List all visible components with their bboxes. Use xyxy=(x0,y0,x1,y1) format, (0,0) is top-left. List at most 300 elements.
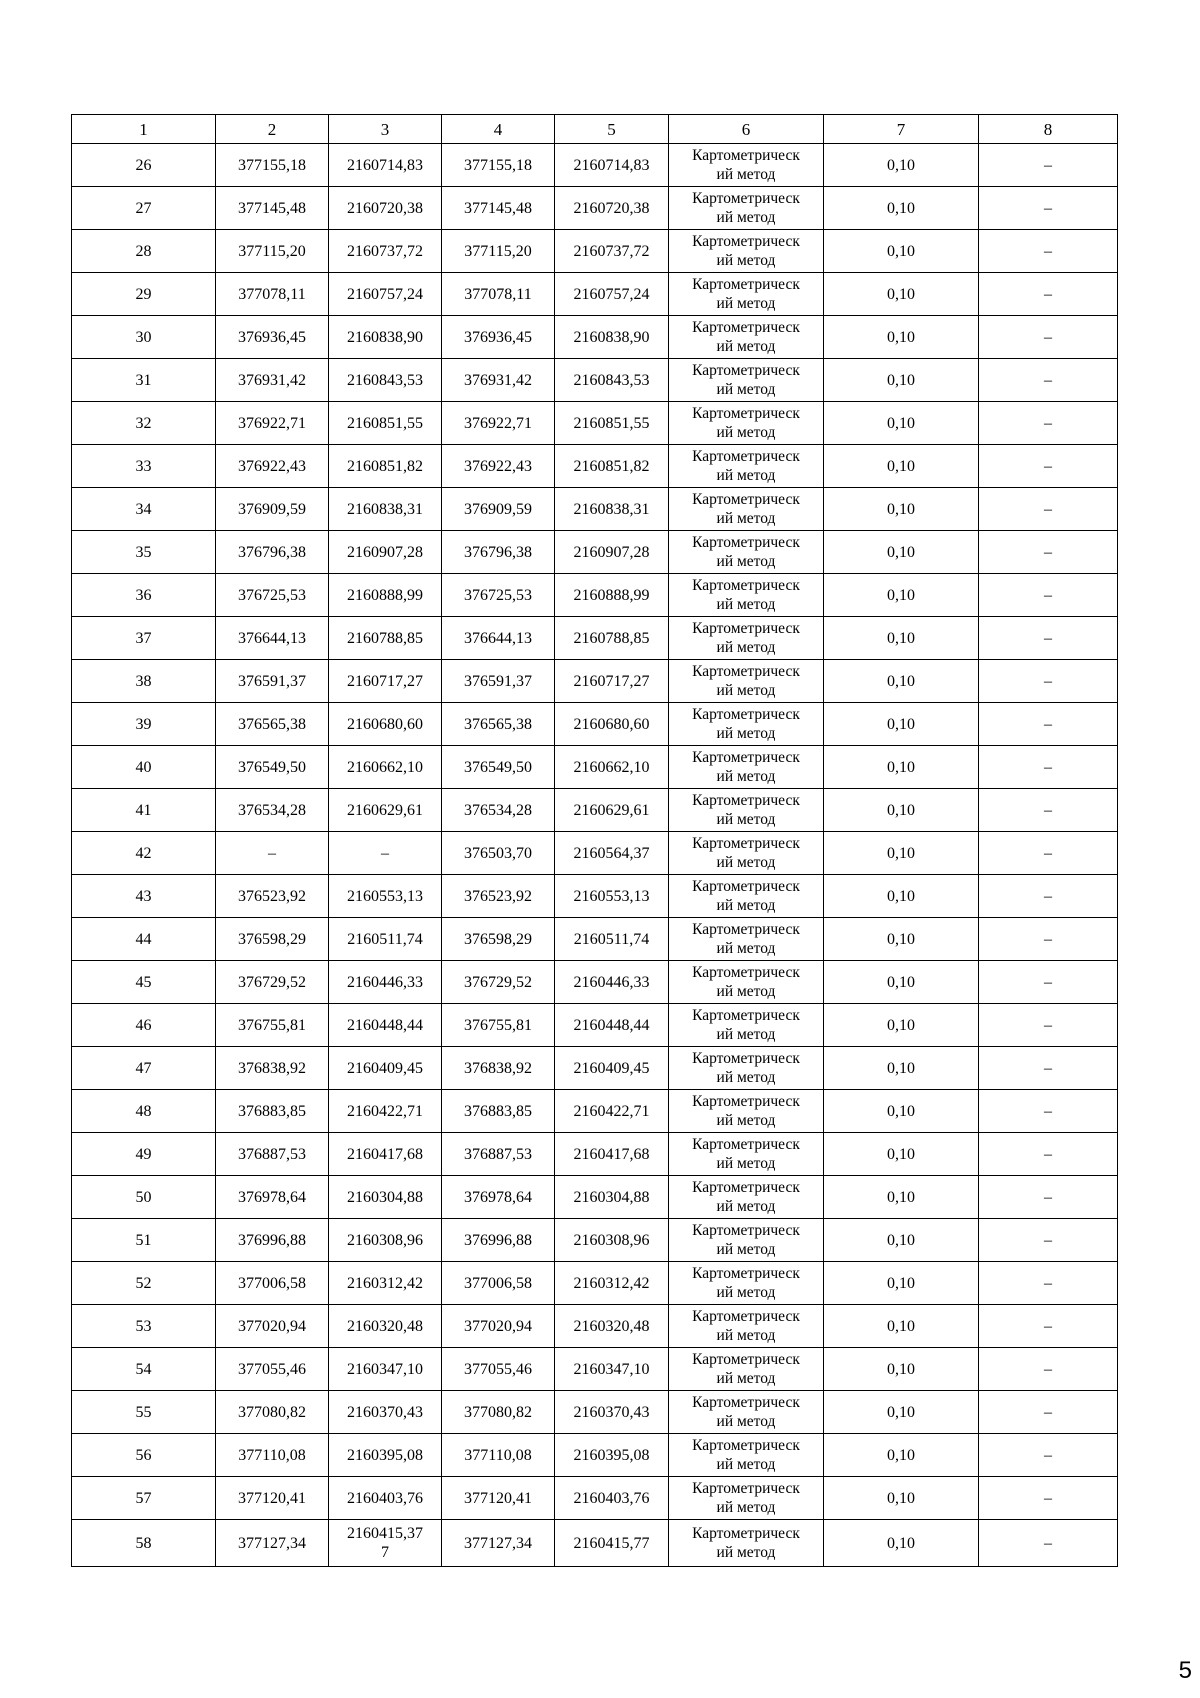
cell-new-x: 377055,46 xyxy=(442,1348,555,1391)
cell-point-number: 29 xyxy=(72,273,216,316)
cell-note: – xyxy=(979,703,1118,746)
cell-accuracy: 0,10 xyxy=(824,230,979,273)
cell-old-x: 376644,13 xyxy=(216,617,329,660)
cell-method: Картометрическ ий метод xyxy=(669,660,824,703)
cell-accuracy: 0,10 xyxy=(824,1348,979,1391)
table-row xyxy=(72,1434,1118,1477)
cell-old-x: 377078,11 xyxy=(216,273,329,316)
cell-accuracy: 0,10 xyxy=(824,445,979,488)
cell-new-x: 376729,52 xyxy=(442,961,555,1004)
cell-point-number: 41 xyxy=(72,789,216,832)
cell-accuracy: 0,10 xyxy=(824,531,979,574)
cell-accuracy: 0,10 xyxy=(824,832,979,875)
cell-new-x: 376922,71 xyxy=(442,402,555,445)
cell-method: Картометрическ ий метод xyxy=(669,1219,824,1262)
cell-point-number: 42 xyxy=(72,832,216,875)
cell-method: Картометрическ ий метод xyxy=(669,703,824,746)
cell-old-y: 2160629,61 xyxy=(329,789,442,832)
cell-new-y: 2160629,61 xyxy=(555,789,669,832)
cell-old-y: 2160838,31 xyxy=(329,488,442,531)
cell-old-y: 2160417,68 xyxy=(329,1133,442,1176)
cell-new-y: 2160717,27 xyxy=(555,660,669,703)
cell-old-y: 2160395,08 xyxy=(329,1434,442,1477)
cell-new-x: 376909,59 xyxy=(442,488,555,531)
column-header-7: 7 xyxy=(824,115,979,144)
cell-point-number: 54 xyxy=(72,1348,216,1391)
table-row xyxy=(72,746,1118,789)
cell-new-x: 377110,08 xyxy=(442,1434,555,1477)
cell-method: Картометрическ ий метод xyxy=(669,617,824,660)
page-number: 5 xyxy=(1178,1657,1192,1684)
cell-old-x: 376591,37 xyxy=(216,660,329,703)
cell-method: Картометрическ ий метод xyxy=(669,1348,824,1391)
cell-old-y: – xyxy=(329,832,442,875)
table-row xyxy=(72,703,1118,746)
cell-new-y: 2160888,99 xyxy=(555,574,669,617)
cell-note: – xyxy=(979,144,1118,187)
cell-old-x: 376755,81 xyxy=(216,1004,329,1047)
cell-point-number: 58 xyxy=(72,1520,216,1567)
cell-accuracy: 0,10 xyxy=(824,918,979,961)
cell-method: Картометрическ ий метод xyxy=(669,445,824,488)
cell-accuracy: 0,10 xyxy=(824,1176,979,1219)
column-header-3: 3 xyxy=(329,115,442,144)
cell-new-y: 2160312,42 xyxy=(555,1262,669,1305)
column-header-5: 5 xyxy=(555,115,669,144)
table-row xyxy=(72,230,1118,273)
cell-note: – xyxy=(979,1090,1118,1133)
cell-method: Картометрическ ий метод xyxy=(669,402,824,445)
cell-old-x: 376909,59 xyxy=(216,488,329,531)
cell-old-y: 2160370,43 xyxy=(329,1391,442,1434)
cell-note: – xyxy=(979,1047,1118,1090)
cell-point-number: 50 xyxy=(72,1176,216,1219)
table-row xyxy=(72,961,1118,1004)
cell-new-x: 376598,29 xyxy=(442,918,555,961)
cell-point-number: 32 xyxy=(72,402,216,445)
cell-note: – xyxy=(979,230,1118,273)
cell-accuracy: 0,10 xyxy=(824,402,979,445)
table-row xyxy=(72,918,1118,961)
cell-new-x: 377115,20 xyxy=(442,230,555,273)
cell-old-y: 2160446,33 xyxy=(329,961,442,1004)
table-row xyxy=(72,187,1118,230)
cell-old-x: 376523,92 xyxy=(216,875,329,918)
cell-old-y: 2160720,38 xyxy=(329,187,442,230)
table-row xyxy=(72,273,1118,316)
table-row xyxy=(72,144,1118,187)
cell-new-x: 376922,43 xyxy=(442,445,555,488)
table-row xyxy=(72,1047,1118,1090)
cell-point-number: 56 xyxy=(72,1434,216,1477)
cell-old-y: 2160304,88 xyxy=(329,1176,442,1219)
cell-new-y: 2160680,60 xyxy=(555,703,669,746)
cell-accuracy: 0,10 xyxy=(824,617,979,660)
cell-method: Картометрическ ий метод xyxy=(669,531,824,574)
cell-old-x: – xyxy=(216,832,329,875)
cell-note: – xyxy=(979,1434,1118,1477)
cell-old-x: 377155,18 xyxy=(216,144,329,187)
cell-old-x: 377120,41 xyxy=(216,1477,329,1520)
cell-point-number: 44 xyxy=(72,918,216,961)
cell-new-x: 376796,38 xyxy=(442,531,555,574)
cell-old-x: 377020,94 xyxy=(216,1305,329,1348)
cell-note: – xyxy=(979,1391,1118,1434)
cell-method: Картометрическ ий метод xyxy=(669,1477,824,1520)
cell-method: Картометрическ ий метод xyxy=(669,875,824,918)
cell-new-y: 2160417,68 xyxy=(555,1133,669,1176)
cell-accuracy: 0,10 xyxy=(824,660,979,703)
cell-new-y: 2160838,90 xyxy=(555,316,669,359)
table-row xyxy=(72,445,1118,488)
cell-note: – xyxy=(979,574,1118,617)
cell-old-y: 2160409,45 xyxy=(329,1047,442,1090)
cell-new-y: 2160851,82 xyxy=(555,445,669,488)
cell-new-x: 376755,81 xyxy=(442,1004,555,1047)
cell-old-y: 2160422,71 xyxy=(329,1090,442,1133)
cell-new-y: 2160662,10 xyxy=(555,746,669,789)
cell-old-x: 376729,52 xyxy=(216,961,329,1004)
cell-new-x: 377006,58 xyxy=(442,1262,555,1305)
cell-new-x: 376725,53 xyxy=(442,574,555,617)
cell-new-y: 2160714,83 xyxy=(555,144,669,187)
cell-new-y: 2160395,08 xyxy=(555,1434,669,1477)
cell-method: Картометрическ ий метод xyxy=(669,1305,824,1348)
cell-method: Картометрическ ий метод xyxy=(669,832,824,875)
cell-new-x: 377078,11 xyxy=(442,273,555,316)
cell-method: Картометрическ ий метод xyxy=(669,1176,824,1219)
cell-new-x: 377080,82 xyxy=(442,1391,555,1434)
cell-accuracy: 0,10 xyxy=(824,187,979,230)
cell-method: Картометрическ ий метод xyxy=(669,230,824,273)
cell-new-x: 376838,92 xyxy=(442,1047,555,1090)
cell-new-x: 377145,48 xyxy=(442,187,555,230)
cell-old-y: 2160737,72 xyxy=(329,230,442,273)
table-row xyxy=(72,1477,1118,1520)
cell-note: – xyxy=(979,789,1118,832)
cell-method: Картометрическ ий метод xyxy=(669,359,824,402)
cell-old-y: 2160347,10 xyxy=(329,1348,442,1391)
cell-old-x: 376996,88 xyxy=(216,1219,329,1262)
cell-new-y: 2160308,96 xyxy=(555,1219,669,1262)
cell-note: – xyxy=(979,832,1118,875)
cell-point-number: 48 xyxy=(72,1090,216,1133)
cell-new-x: 377120,41 xyxy=(442,1477,555,1520)
table-row xyxy=(72,832,1118,875)
cell-old-y: 2160888,99 xyxy=(329,574,442,617)
cell-old-y: 2160553,13 xyxy=(329,875,442,918)
cell-old-x: 376565,38 xyxy=(216,703,329,746)
cell-point-number: 43 xyxy=(72,875,216,918)
table-row xyxy=(72,789,1118,832)
cell-old-y: 2160662,10 xyxy=(329,746,442,789)
cell-note: – xyxy=(979,1219,1118,1262)
cell-old-x: 376936,45 xyxy=(216,316,329,359)
cell-old-y: 2160308,96 xyxy=(329,1219,442,1262)
cell-new-y: 2160448,44 xyxy=(555,1004,669,1047)
cell-old-y: 2160403,76 xyxy=(329,1477,442,1520)
cell-note: – xyxy=(979,187,1118,230)
cell-accuracy: 0,10 xyxy=(824,703,979,746)
cell-point-number: 46 xyxy=(72,1004,216,1047)
cell-accuracy: 0,10 xyxy=(824,1090,979,1133)
cell-method: Картометрическ ий метод xyxy=(669,574,824,617)
cell-accuracy: 0,10 xyxy=(824,316,979,359)
cell-accuracy: 0,10 xyxy=(824,574,979,617)
cell-new-y: 2160737,72 xyxy=(555,230,669,273)
cell-point-number: 27 xyxy=(72,187,216,230)
cell-old-y: 2160680,60 xyxy=(329,703,442,746)
cell-new-y: 2160553,13 xyxy=(555,875,669,918)
cell-new-y: 2160843,53 xyxy=(555,359,669,402)
table-row xyxy=(72,1176,1118,1219)
cell-note: – xyxy=(979,1477,1118,1520)
cell-new-x: 376978,64 xyxy=(442,1176,555,1219)
cell-old-y: 2160843,53 xyxy=(329,359,442,402)
table-row xyxy=(72,574,1118,617)
cell-note: – xyxy=(979,961,1118,1004)
cell-note: – xyxy=(979,402,1118,445)
cell-new-y: 2160409,45 xyxy=(555,1047,669,1090)
cell-note: – xyxy=(979,875,1118,918)
cell-old-x: 376922,71 xyxy=(216,402,329,445)
cell-point-number: 34 xyxy=(72,488,216,531)
cell-new-x: 376565,38 xyxy=(442,703,555,746)
cell-method: Картометрическ ий метод xyxy=(669,918,824,961)
column-header-1: 1 xyxy=(72,115,216,144)
cell-note: – xyxy=(979,445,1118,488)
cell-old-x: 376549,50 xyxy=(216,746,329,789)
cell-new-y: 2160907,28 xyxy=(555,531,669,574)
cell-old-y: 2160714,83 xyxy=(329,144,442,187)
cell-old-y: 2160851,55 xyxy=(329,402,442,445)
cell-method: Картометрическ ий метод xyxy=(669,187,824,230)
cell-new-y: 2160788,85 xyxy=(555,617,669,660)
cell-old-x: 376598,29 xyxy=(216,918,329,961)
cell-accuracy: 0,10 xyxy=(824,1262,979,1305)
cell-new-y: 2160422,71 xyxy=(555,1090,669,1133)
cell-new-x: 376549,50 xyxy=(442,746,555,789)
cell-method: Картометрическ ий метод xyxy=(669,1520,824,1567)
cell-new-y: 2160511,74 xyxy=(555,918,669,961)
cell-new-y: 2160851,55 xyxy=(555,402,669,445)
cell-accuracy: 0,10 xyxy=(824,746,979,789)
cell-point-number: 55 xyxy=(72,1391,216,1434)
cell-old-x: 377006,58 xyxy=(216,1262,329,1305)
cell-old-x: 376725,53 xyxy=(216,574,329,617)
cell-point-number: 30 xyxy=(72,316,216,359)
cell-new-y: 2160838,31 xyxy=(555,488,669,531)
cell-old-y: 2160448,44 xyxy=(329,1004,442,1047)
table-row xyxy=(72,1520,1118,1567)
cell-note: – xyxy=(979,273,1118,316)
cell-old-x: 377110,08 xyxy=(216,1434,329,1477)
cell-accuracy: 0,10 xyxy=(824,359,979,402)
cell-accuracy: 0,10 xyxy=(824,1391,979,1434)
column-header-6: 6 xyxy=(669,115,824,144)
cell-new-x: 377020,94 xyxy=(442,1305,555,1348)
cell-method: Картометрическ ий метод xyxy=(669,316,824,359)
cell-new-x: 376503,70 xyxy=(442,832,555,875)
cell-method: Картометрическ ий метод xyxy=(669,1391,824,1434)
cell-old-y: 2160717,27 xyxy=(329,660,442,703)
cell-point-number: 57 xyxy=(72,1477,216,1520)
table-row xyxy=(72,1004,1118,1047)
cell-point-number: 38 xyxy=(72,660,216,703)
table-row xyxy=(72,316,1118,359)
cell-accuracy: 0,10 xyxy=(824,1434,979,1477)
cell-old-x: 376883,85 xyxy=(216,1090,329,1133)
cell-method: Картометрическ ий метод xyxy=(669,144,824,187)
cell-accuracy: 0,10 xyxy=(824,488,979,531)
cell-old-y: 2160907,28 xyxy=(329,531,442,574)
cell-new-x: 376534,28 xyxy=(442,789,555,832)
cell-note: – xyxy=(979,316,1118,359)
cell-accuracy: 0,10 xyxy=(824,1520,979,1567)
table-row xyxy=(72,1391,1118,1434)
cell-method: Картометрическ ий метод xyxy=(669,1090,824,1133)
cell-new-y: 2160320,48 xyxy=(555,1305,669,1348)
cell-note: – xyxy=(979,1348,1118,1391)
cell-note: – xyxy=(979,660,1118,703)
cell-note: – xyxy=(979,1520,1118,1567)
table-row xyxy=(72,359,1118,402)
cell-note: – xyxy=(979,1004,1118,1047)
cell-old-x: 376838,92 xyxy=(216,1047,329,1090)
cell-point-number: 45 xyxy=(72,961,216,1004)
column-header-8: 8 xyxy=(979,115,1118,144)
cell-old-y: 2160788,85 xyxy=(329,617,442,660)
cell-point-number: 40 xyxy=(72,746,216,789)
table-row xyxy=(72,531,1118,574)
cell-old-y: 2160415,37 7 xyxy=(329,1520,442,1567)
cell-old-x: 376922,43 xyxy=(216,445,329,488)
table-row xyxy=(72,617,1118,660)
cell-note: – xyxy=(979,359,1118,402)
cell-old-x: 377115,20 xyxy=(216,230,329,273)
cell-method: Картометрическ ий метод xyxy=(669,1434,824,1477)
cell-new-x: 376936,45 xyxy=(442,316,555,359)
cell-note: – xyxy=(979,746,1118,789)
cell-old-x: 376534,28 xyxy=(216,789,329,832)
cell-note: – xyxy=(979,1133,1118,1176)
table-row xyxy=(72,1090,1118,1133)
cell-method: Картометрическ ий метод xyxy=(669,961,824,1004)
cell-new-y: 2160370,43 xyxy=(555,1391,669,1434)
cell-point-number: 47 xyxy=(72,1047,216,1090)
cell-point-number: 49 xyxy=(72,1133,216,1176)
cell-point-number: 52 xyxy=(72,1262,216,1305)
cell-accuracy: 0,10 xyxy=(824,144,979,187)
coordinates-table xyxy=(71,114,1118,1567)
cell-old-y: 2160851,82 xyxy=(329,445,442,488)
cell-note: – xyxy=(979,488,1118,531)
cell-old-x: 377145,48 xyxy=(216,187,329,230)
cell-accuracy: 0,10 xyxy=(824,1133,979,1176)
cell-point-number: 51 xyxy=(72,1219,216,1262)
table-row xyxy=(72,875,1118,918)
cell-old-x: 376887,53 xyxy=(216,1133,329,1176)
cell-old-y: 2160757,24 xyxy=(329,273,442,316)
cell-new-y: 2160720,38 xyxy=(555,187,669,230)
cell-new-x: 376887,53 xyxy=(442,1133,555,1176)
cell-old-y: 2160838,90 xyxy=(329,316,442,359)
cell-point-number: 53 xyxy=(72,1305,216,1348)
cell-new-x: 376931,42 xyxy=(442,359,555,402)
cell-point-number: 31 xyxy=(72,359,216,402)
cell-point-number: 26 xyxy=(72,144,216,187)
cell-old-x: 376796,38 xyxy=(216,531,329,574)
header-row xyxy=(72,115,1118,144)
cell-note: – xyxy=(979,531,1118,574)
cell-method: Картометрическ ий метод xyxy=(669,1047,824,1090)
cell-point-number: 36 xyxy=(72,574,216,617)
column-header-2: 2 xyxy=(216,115,329,144)
cell-new-y: 2160446,33 xyxy=(555,961,669,1004)
cell-new-x: 376883,85 xyxy=(442,1090,555,1133)
cell-new-x: 377127,34 xyxy=(442,1520,555,1567)
cell-method: Картометрическ ий метод xyxy=(669,1133,824,1176)
cell-accuracy: 0,10 xyxy=(824,1477,979,1520)
cell-new-x: 376996,88 xyxy=(442,1219,555,1262)
table-row xyxy=(72,1348,1118,1391)
cell-note: – xyxy=(979,918,1118,961)
cell-accuracy: 0,10 xyxy=(824,875,979,918)
table-row xyxy=(72,402,1118,445)
table-row xyxy=(72,1305,1118,1348)
cell-accuracy: 0,10 xyxy=(824,1004,979,1047)
cell-old-x: 377127,34 xyxy=(216,1520,329,1567)
table-row xyxy=(72,1219,1118,1262)
cell-old-x: 376931,42 xyxy=(216,359,329,402)
cell-point-number: 33 xyxy=(72,445,216,488)
cell-old-x: 376978,64 xyxy=(216,1176,329,1219)
cell-method: Картометрическ ий метод xyxy=(669,1262,824,1305)
table-body xyxy=(72,144,1118,1567)
table-row xyxy=(72,1262,1118,1305)
cell-point-number: 39 xyxy=(72,703,216,746)
cell-note: – xyxy=(979,617,1118,660)
cell-point-number: 28 xyxy=(72,230,216,273)
cell-method: Картометрическ ий метод xyxy=(669,789,824,832)
cell-note: – xyxy=(979,1176,1118,1219)
cell-old-x: 377080,82 xyxy=(216,1391,329,1434)
cell-new-y: 2160347,10 xyxy=(555,1348,669,1391)
cell-new-x: 376523,92 xyxy=(442,875,555,918)
cell-method: Картометрическ ий метод xyxy=(669,273,824,316)
cell-old-y: 2160312,42 xyxy=(329,1262,442,1305)
cell-accuracy: 0,10 xyxy=(824,1219,979,1262)
cell-accuracy: 0,10 xyxy=(824,1305,979,1348)
cell-old-x: 377055,46 xyxy=(216,1348,329,1391)
cell-method: Картометрическ ий метод xyxy=(669,488,824,531)
cell-new-y: 2160403,76 xyxy=(555,1477,669,1520)
cell-new-x: 376591,37 xyxy=(442,660,555,703)
cell-accuracy: 0,10 xyxy=(824,1047,979,1090)
cell-new-x: 377155,18 xyxy=(442,144,555,187)
cell-new-y: 2160757,24 xyxy=(555,273,669,316)
cell-new-y: 2160415,77 xyxy=(555,1520,669,1567)
cell-point-number: 35 xyxy=(72,531,216,574)
cell-new-y: 2160304,88 xyxy=(555,1176,669,1219)
cell-old-y: 2160320,48 xyxy=(329,1305,442,1348)
cell-point-number: 37 xyxy=(72,617,216,660)
cell-note: – xyxy=(979,1305,1118,1348)
cell-new-x: 376644,13 xyxy=(442,617,555,660)
cell-accuracy: 0,10 xyxy=(824,789,979,832)
table-row xyxy=(72,660,1118,703)
table-row xyxy=(72,488,1118,531)
